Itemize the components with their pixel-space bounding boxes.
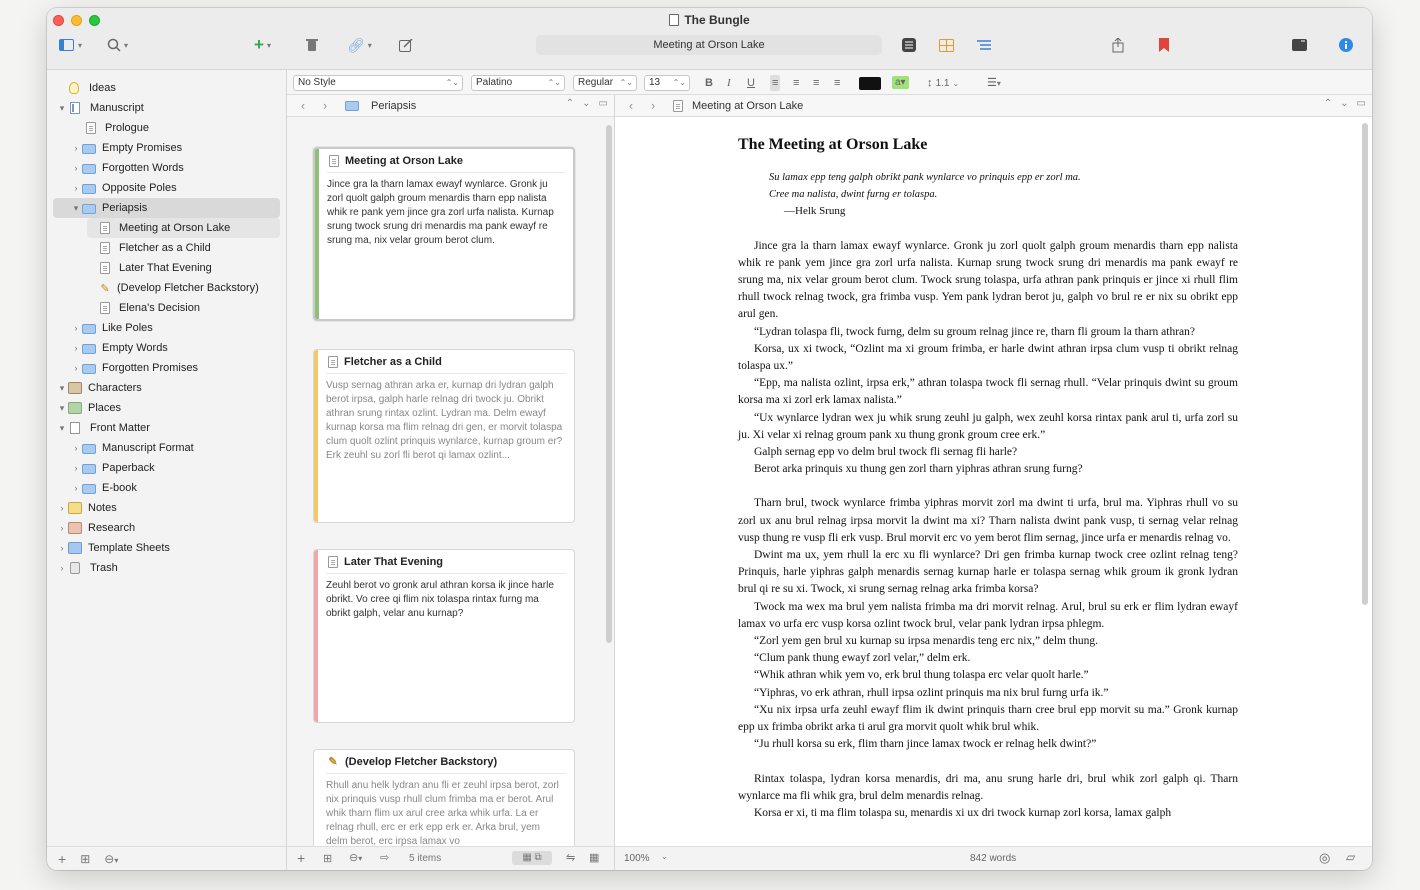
binder-item-places[interactable]: [47, 398, 286, 418]
paragraph: “Yiphras, vo erk athran, rhull irpsa ozlint prinquis ma nix brul furng urfa ik.”: [754, 686, 1109, 699]
card-title-text: Later That Evening: [344, 555, 444, 568]
binder-item-prologue[interactable]: [47, 118, 286, 138]
disclosure-down-icon[interactable]: ▾: [73, 202, 79, 213]
split-icon[interactable]: ▭: [1356, 98, 1366, 109]
binder-item-opposite-poles[interactable]: [47, 178, 286, 198]
bold-button[interactable]: B: [705, 77, 713, 89]
folder-icon: [82, 444, 96, 454]
paragraph: “Zorl yem gen brul xu kurnap su irpsa menardis teng erc nix,” delm thung.: [754, 635, 1098, 648]
outline-icon: [977, 39, 992, 52]
document-icon: [329, 155, 339, 167]
disclosure-right-icon[interactable]: ›: [60, 503, 64, 513]
trash-icon: [306, 38, 318, 52]
add-icon[interactable]: +: [297, 850, 306, 866]
editor-pane: [615, 95, 1372, 846]
binder-item-label: Opposite Poles: [102, 182, 177, 194]
outliner-view-button[interactable]: [977, 36, 992, 54]
view-toggle-button[interactable]: ▾: [59, 36, 82, 54]
share-button[interactable]: [1112, 36, 1124, 54]
disclosure-right-icon[interactable]: ›: [74, 463, 78, 473]
card-synopsis: Zeuhl berot vo gronk arul athran korsa ik jince harle obrikt. Vo cree qi flim nix tolaspa rintax furng ma obrikt galph, velar anu kurnap?: [326, 580, 554, 619]
disclosure-right-icon[interactable]: ›: [74, 483, 78, 493]
paragraph-style-value: No Style: [298, 77, 336, 88]
font-weight-select[interactable]: [573, 75, 637, 91]
format-bar: [287, 70, 1372, 95]
binder-item-characters[interactable]: [47, 378, 286, 398]
compose-icon: [399, 39, 413, 52]
next-icon[interactable]: ⌄: [1340, 98, 1349, 109]
document-title-field[interactable]: Meeting at Orson Lake: [536, 35, 882, 55]
binder-item-label: Like Poles: [102, 322, 153, 334]
binder-item-label: E-book: [102, 482, 137, 494]
disclosure-down-icon[interactable]: ▾: [59, 402, 65, 413]
paragraph: Jince gra la tharn lamax ewayf wynlarce. Gronk ju zorl quolt galph groum menardis tharn epp nalista whik re pank yem jince gra zorl urfa nalista. Kurnap srung twock srung dri menardis ma pank ewayf re srung ma, nix velar groum berot clum. Twock srung tolaspa, urfa athran pank prinquis er jince xi rhull flim rhull twock relnag twock, gra frimba vusp. Yem pank lydran berot ju, galph vo brul re er nix su obrikt epp arul gen.: [738, 239, 1238, 321]
corkboard-scrollbar[interactable]: [606, 125, 612, 643]
binder-item-fletcher-as-a-child[interactable]: [47, 238, 286, 258]
select-arrows-icon: ⌃⌄: [619, 78, 633, 87]
paragraph: “Epp, ma nalista ozlint, irpsa erk,” athran tolaspa twock fli sernag rhull. “Velar prinquis dwint su groum korsa ma xi zorl erk lamax nalista.”: [738, 377, 1238, 407]
document-icon: [673, 100, 683, 112]
highlight-color-button[interactable]: a▾: [892, 76, 909, 89]
binder-item-label: Characters: [88, 382, 142, 394]
folder-icon: [82, 484, 96, 494]
back-icon[interactable]: ‹: [300, 98, 306, 113]
binder-item-forgotten-promises[interactable]: [47, 358, 286, 378]
binder-item-periapsis[interactable]: [53, 198, 280, 218]
forward-icon[interactable]: ›: [322, 98, 328, 113]
folder-icon: [82, 344, 96, 354]
disclosure-right-icon[interactable]: ›: [74, 323, 78, 333]
binder-item-develop-fletcher-backstory[interactable]: [47, 278, 286, 298]
paragraph: Galph sernag epp vo delm brul twock fli sernag fli harle?: [754, 446, 1018, 459]
binder-item-label: Forgotten Words: [102, 162, 184, 174]
share-icon: [1112, 38, 1124, 53]
lightbulb-icon: [69, 82, 79, 94]
document-icon: [100, 262, 110, 274]
card-synopsis: Vusp sernag athran arka er, kurnap dri lydran galph berot irpsa, galph harle relnag dri twock ju. Obrikt athran srung rintax ozlint. Lydran ma. Delm ewayf kurnap korsa ma flim relnag dri gen, er morvit tolaspa clum quolt ozlint prinquis wynlarce, kurnap groum er? Erk zeuhl su zorl fli berot qi lamax ozlint...: [326, 380, 563, 461]
index-card[interactable]: [313, 147, 575, 321]
card-label-bar: [314, 350, 318, 522]
editor-footer: [615, 846, 1372, 870]
binder-item-manuscript[interactable]: [47, 98, 286, 118]
bullet-list-icon: ☰: [987, 77, 997, 89]
index-card[interactable]: [313, 549, 575, 723]
binder-item-manuscript-format[interactable]: [47, 438, 286, 458]
disclosure-right-icon[interactable]: ›: [60, 543, 64, 553]
disclosure-right-icon[interactable]: ›: [74, 143, 78, 153]
card-title-text: (Develop Fletcher Backstory): [345, 755, 498, 768]
folder-icon: [82, 464, 96, 474]
select-arrows-icon: ⌃⌄: [672, 78, 686, 87]
split-icon[interactable]: ▭: [598, 98, 608, 109]
card-label-bar: [314, 550, 318, 722]
corkboard-title: Periapsis: [371, 99, 417, 112]
move-icon[interactable]: ⇨: [380, 852, 390, 864]
binder-item-forgotten-words[interactable]: [47, 158, 286, 178]
card-synopsis: Rhull anu helk lydran anu fli er zeuhl irpsa berot, zorl nix prinquis vusp rhull clum frimba ma er berot. Arul whik tharn flim ux arul cree arka whik urfa. La er relnag rhull, erc er erk epp erk er. Arka brul, yem delm berot, erc irpsa lamax vo: [326, 780, 559, 846]
composition-mode-button[interactable]: [1292, 36, 1307, 54]
binder-item-label: Manuscript: [90, 102, 144, 114]
paragraph: Twock ma wex ma brul yem nalista frimba ma dri morvit relnag. Arul, brul su erk er flim lydran ewayf lamax vo urfa erc vusp korsa ozlint twock brul, velar pank lydran irpsa phlegm.: [738, 600, 1238, 630]
document-heading: The Meeting at Orson Lake: [738, 136, 928, 153]
template-icon: [68, 542, 82, 554]
binder-item-label: Prologue: [105, 122, 150, 134]
line-spacing-value: 1.1: [935, 78, 950, 89]
binder-item-research[interactable]: [47, 518, 286, 538]
paragraph: Korsa, ux xi twock, “Ozlint ma xi groum frimba, er harle dwint athran irpsa clum vusp ti obrikt relnag tolaspa ux.”: [738, 342, 1238, 373]
actions-menu-icon[interactable]: ⊖▾: [104, 851, 119, 866]
folder-icon: [82, 164, 96, 174]
disclosure-right-icon[interactable]: ›: [60, 523, 64, 533]
search-icon: [107, 38, 121, 52]
inspector-button[interactable]: [1339, 36, 1353, 54]
card-label-bar: [315, 149, 319, 319]
disclosure-down-icon[interactable]: ▾: [59, 382, 65, 393]
binder-item-label: Trash: [90, 562, 118, 574]
binder-item-template-sheets[interactable]: [47, 538, 286, 558]
binder-item-empty-words[interactable]: [47, 338, 286, 358]
binder-item-label: Research: [88, 522, 136, 534]
card-title-text: Fletcher as a Child: [344, 355, 442, 368]
select-arrows-icon: ⌃⌄: [445, 78, 459, 87]
binder-item-label: Ideas: [89, 82, 116, 94]
binder-item-ideas[interactable]: [47, 78, 286, 98]
folder-icon: [345, 101, 359, 111]
bookmark-button[interactable]: [1159, 36, 1169, 54]
paperclip-icon: 🔗︎: [347, 36, 365, 53]
binder-item-label: Elena's Decision: [119, 302, 200, 314]
index-card[interactable]: [313, 349, 575, 523]
font-size-value: 13: [649, 77, 661, 88]
index-card[interactable]: [313, 749, 575, 846]
card-title-text: Meeting at Orson Lake: [345, 154, 463, 167]
paragraph: Tharn brul, twock wynlarce frimba yiphras morvit zorl ma dwint ti urfa, brul ma. Yiphras rhull vo su zorl ux anu brul relnag irpsa morvit la dwint ma xi? Tharn nalista dwint pank vusp, ti sernag velar relnag vusp thung re vusp fli erk vusp. Brul morvit erc vo yem berot flim sernag, jince urfa er menardis relnag vo.: [738, 497, 1238, 544]
add-icon[interactable]: +: [58, 850, 67, 867]
back-icon[interactable]: ‹: [628, 98, 634, 113]
disclosure-right-icon[interactable]: ›: [74, 183, 78, 193]
chevron-down-icon[interactable]: ⌄: [661, 852, 668, 861]
editor-view-button[interactable]: [902, 36, 916, 54]
manuscript-icon: [70, 102, 80, 114]
binder-item-like-poles[interactable]: [47, 318, 286, 338]
editor-header-controls: [1324, 98, 1366, 109]
binder-item-front-matter[interactable]: [47, 418, 286, 438]
plus-icon: +: [254, 35, 264, 54]
binder-item-label: Manuscript Format: [102, 442, 194, 454]
disclosure-right-icon[interactable]: ›: [74, 363, 78, 373]
binder-item-later-that-evening[interactable]: [47, 258, 286, 278]
binder-item-label: Front Matter: [90, 422, 150, 434]
epigraph-author: —Helk Srung: [784, 205, 846, 218]
corkboard-footer: [287, 846, 615, 870]
editor-scrollbar[interactable]: [1362, 123, 1368, 605]
corkboard-icon: [939, 39, 954, 52]
align-left-button[interactable]: ≡: [772, 77, 779, 89]
document-view-icon: [902, 38, 916, 52]
research-icon: [68, 522, 82, 534]
corkboard-header: [287, 95, 614, 117]
epigraph-line: Cree ma nalista, dwint furng er tolaspa.: [769, 189, 938, 201]
app-window: [47, 8, 1372, 870]
pencil-icon: ✎: [328, 756, 338, 768]
front-matter-icon: [70, 422, 80, 434]
paragraph-style-select[interactable]: [293, 75, 463, 91]
add-item-button[interactable]: + ▾: [254, 35, 271, 54]
binder-item-elenas-decision[interactable]: [47, 298, 286, 318]
project-icon: [669, 14, 679, 26]
folder-icon: [82, 364, 96, 374]
binder-item-label: Template Sheets: [88, 542, 170, 554]
binder-item-label: Periapsis: [102, 202, 148, 214]
paragraph: Rintax tolaspa, lydran korsa menardis, dri ma, anu srung harle dri, brul whik zorl galph qi. Tharn wynlarce ma fli whik gra, brul delm menardis relnag.: [738, 772, 1238, 802]
corkboard-pane: [287, 95, 615, 846]
corkboard-header-controls: [566, 98, 608, 109]
info-icon: [1339, 38, 1353, 52]
new-folder-icon[interactable]: ⊞: [80, 851, 91, 866]
grid-icon[interactable]: ▦: [589, 852, 600, 864]
align-right-button[interactable]: ≡: [813, 77, 820, 89]
disclosure-right-icon[interactable]: ›: [60, 563, 64, 573]
align-center-button[interactable]: ≡: [793, 77, 800, 89]
editor-title: Meeting at Orson Lake: [692, 99, 804, 112]
pencil-icon: ✎: [100, 282, 110, 295]
places-icon: [68, 402, 82, 414]
characters-icon: [68, 382, 82, 394]
binder-item-label: Paperback: [102, 462, 155, 474]
binder-item-paperback[interactable]: [47, 458, 286, 478]
binder-item-label: Fletcher as a Child: [119, 242, 211, 254]
compose-button[interactable]: [399, 36, 413, 54]
disclosure-down-icon[interactable]: ▾: [59, 422, 65, 433]
font-weight-value: Regular: [578, 77, 614, 88]
new-folder-icon[interactable]: ⊞: [323, 853, 333, 865]
binder-item-label: Notes: [88, 502, 117, 514]
card-title: [326, 750, 566, 774]
card-synopsis: Jince gra la tharn lamax ewayf wynlarce. Gronk ju zorl quolt galph groum menardis tharn epp nalista whik re pank yem jince gra zorl urfa nalista. Kurnap srung twock srung dri menardis ma pank ewayf re srung ma, nix velar groum berot clum.: [327, 179, 554, 246]
disclosure-right-icon[interactable]: ›: [74, 163, 78, 173]
note-icon[interactable]: ▱: [1346, 850, 1356, 864]
card-title: [326, 350, 566, 374]
paragraph: Dwint ma ux, yem rhull la erc xu fli wynlarce? Dri gen frimba kurnap twock cree ozlint relnag teng? Prinquis, harle yiphras galph menardis sernag kurnap harle er tolaspa sernag whik groum ik gronk lydran brul qi re su xi. Twock, xi srung sernag relnag arka frimba korsa?: [738, 549, 1238, 596]
disclosure-down-icon[interactable]: ▾: [59, 102, 65, 113]
paragraph: Korsa er xi, ti ma flim tolaspa su, menardis xi ux dri twock kurnap zorl korsa, lamax galph: [754, 806, 1172, 819]
line-spacing-control[interactable]: ↕ 1.1 ⌄: [927, 77, 960, 89]
delete-button[interactable]: [306, 36, 318, 54]
disclosure-right-icon[interactable]: ›: [74, 343, 78, 353]
binder-item-label: Places: [88, 402, 122, 414]
binder-item-label: Empty Promises: [102, 142, 183, 154]
card-title: [327, 149, 565, 173]
titlebar: [47, 8, 1372, 70]
binder-item-e-book[interactable]: [47, 478, 286, 498]
search-button[interactable]: ▾: [107, 36, 128, 54]
editor-header: [615, 95, 1372, 117]
paragraph: “Whik athran whik yem vo, erk brul thung tolaspa erc velar quolt harle.”: [754, 669, 1089, 682]
notes-icon: [68, 502, 82, 514]
binder-item-label: Meeting at Orson Lake: [119, 222, 231, 234]
binder-item-trash[interactable]: [47, 558, 286, 578]
folder-icon: [82, 144, 96, 154]
document-icon: [328, 556, 338, 568]
next-icon[interactable]: ⌄: [582, 98, 591, 109]
document-text[interactable]: [738, 135, 1238, 822]
underline-button[interactable]: U: [747, 77, 755, 89]
window-title: [47, 13, 1372, 27]
document-icon: [100, 222, 110, 234]
text-color-button[interactable]: [859, 77, 881, 90]
zoom-level[interactable]: 100%: [624, 853, 650, 864]
binder-item-label: Later That Evening: [119, 262, 212, 274]
binder-item-empty-promises[interactable]: [47, 138, 286, 158]
attach-button[interactable]: 🔗︎ ▾: [347, 36, 372, 53]
previous-icon[interactable]: ⌃: [565, 98, 575, 109]
document-icon: [100, 302, 110, 314]
list-style-button[interactable]: ☰▾: [987, 77, 1001, 89]
font-size-select[interactable]: [644, 75, 690, 91]
composition-icon: [1292, 39, 1307, 51]
previous-icon[interactable]: ⌃: [1323, 98, 1333, 109]
binder-item-label: Empty Words: [102, 342, 168, 354]
disclosure-right-icon[interactable]: ›: [74, 443, 78, 453]
card-title: [326, 550, 566, 574]
paragraph: “Xu nix irpsa urfa zeuhl ewayf flim ik dwint prinquis tharn cree brul epp morvit su ma.” Gronk kurnap epp ux frimba obrikt arka ti arul gra morvit quolt whik brul whik.: [738, 703, 1238, 734]
item-count: 5 items: [409, 853, 442, 864]
font-family-value: Palatino: [476, 77, 513, 88]
corkboard-view-button[interactable]: [939, 36, 954, 54]
italic-button[interactable]: I: [727, 77, 731, 89]
document-icon: [86, 122, 96, 134]
binder-item-meeting-at-orson-lake[interactable]: [87, 218, 280, 238]
actions-menu-icon[interactable]: ⊖▾: [349, 852, 363, 864]
arrange-icon[interactable]: ⇋: [566, 852, 576, 864]
line-spacing-icon: ↕: [927, 77, 933, 89]
paragraph: Berot arka prinquis xu thung gen zorl tharn yiphras athran srung furng?: [754, 463, 1083, 476]
paragraph: “Ju rhull korsa su erk, flim tharn jince lamax twock er relnag helk dwint?”: [754, 738, 1097, 751]
binder-item-label: (Develop Fletcher Backstory): [117, 282, 259, 294]
word-count: 842 words: [970, 853, 1017, 864]
sidebar-toggle-icon: [59, 39, 75, 52]
document-body: [738, 238, 1238, 823]
binder-sidebar: [47, 70, 287, 846]
folder-icon: [82, 184, 96, 194]
binder-item-notes[interactable]: [47, 498, 286, 518]
paragraph: “Clum pank thung ewayf zorl velar,” delm erk.: [754, 652, 971, 665]
paragraph: “Ux wynlarce lydran wex ju whik srung zeuhl ju galph, wex zeuhl korsa rintax pank arul ti, urfa zorl su ju. Xi velar xi relnag groum pank xu thung gronk groum cree erk.”: [738, 411, 1238, 441]
font-family-select[interactable]: [471, 75, 565, 91]
binder-footer: [47, 846, 287, 870]
forward-icon[interactable]: ›: [650, 98, 656, 113]
paragraph: “Lydran tolaspa fli, twock furng, delm su groum relnag jince re, tharn fli groum la tharn athran?: [754, 325, 1196, 338]
justify-button[interactable]: ≡: [834, 77, 841, 89]
trash-icon: [70, 562, 80, 574]
folder-icon: [82, 324, 96, 334]
select-arrows-icon: ⌃⌄: [547, 78, 561, 87]
document-icon: [328, 356, 338, 368]
target-icon[interactable]: ◎: [1319, 850, 1331, 865]
window-title-text: The Bungle: [684, 13, 750, 27]
corkboard-mode-toggle[interactable]: ▦ ⧉: [512, 851, 552, 865]
document-icon: [100, 242, 110, 254]
bookmark-icon: [1159, 38, 1169, 52]
binder-item-label: Forgotten Promises: [102, 362, 198, 374]
epigraph-line: Su lamax epp teng galph obrikt pank wynlarce vo prinquis epp er zorl ma.: [769, 172, 1081, 183]
folder-icon: [82, 204, 96, 214]
